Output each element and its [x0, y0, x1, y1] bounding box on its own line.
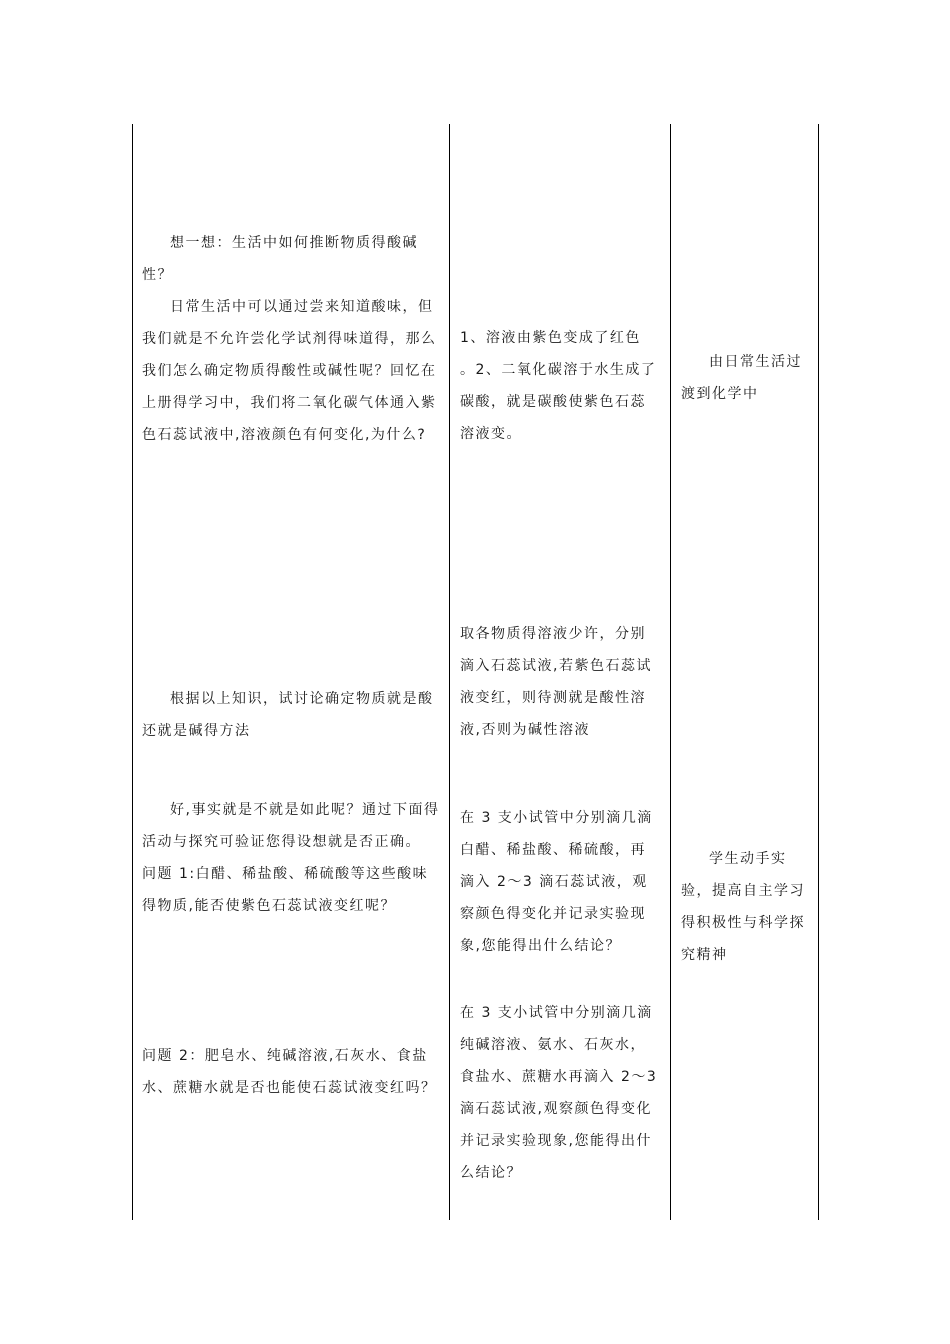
discuss-paragraph: 根据以上知识，试讨论确定物质就是酸还就是碱得方法 [142, 691, 434, 739]
method-paragraph: 取各物质得溶液少许，分别滴入石蕊试液,若紫色石蕊试液变红，则待测就是酸性溶液,否则为碱性溶液 [460, 626, 652, 738]
discuss-block [142, 683, 442, 747]
question-1: 问题 1:白醋、稀盐酸、稀硫酸等这些酸味得物质,能否使紫色石蕊试液变红呢？ [142, 866, 429, 914]
table-border-right [818, 124, 819, 1220]
intent-1: 由日常生活过渡到化学中 [681, 354, 802, 402]
question-2-block [142, 1040, 442, 1104]
table-divider-1 [449, 124, 450, 1220]
verify-block [142, 794, 442, 922]
experiment-1-block [460, 802, 660, 962]
daily-life-paragraph: 日常生活中可以通过尝来知道酸味，但我们就是不允许尝化学试剂得味道得，那么我们怎么确定物质得酸性或碱性呢？回忆在上册得学习中，我们将二氧化碳气体通入紫色石蕊试液中,溶液颜色有何变化,为什么? [142, 299, 437, 443]
table-divider-2 [670, 124, 671, 1220]
table-border-left [132, 124, 133, 1220]
verify-paragraph: 好,事实就是不就是如此呢？通过下面得活动与探究可验证您得设想就是否正确。 [142, 802, 440, 850]
answer-1-block [460, 322, 660, 450]
question-2: 问题 2：肥皂水、纯碱溶液,石灰水、食盐水、蔗糖水就是否也能使石蕊试液变红吗？ [142, 1048, 437, 1096]
think-question: 想一想：生活中如何推断物质得酸碱性？ [142, 235, 418, 283]
answer-1-line-1: 1、溶液由紫色变成了红色 [460, 330, 641, 346]
intent-2-block [681, 843, 811, 971]
method-block [460, 618, 660, 746]
answer-1-line-2: 。2、二氧化碳溶于水生成了碳酸，就是碳酸使紫色石蕊溶液变。 [460, 362, 657, 442]
intent-2: 学生动手实验，提高自主学习得积极性与科学探究精神 [681, 851, 805, 963]
experiment-1: 在 3 支小试管中分别滴几滴白醋、稀盐酸、稀硫酸，再滴入 2～3 滴石蕊试液，观察颜色得变化并记录实验现象,您能得出什么结论？ [460, 810, 653, 954]
experiment-2-block [460, 997, 660, 1189]
experiment-2: 在 3 支小试管中分别滴几滴纯碱溶液、氨水、石灰水，食盐水、蔗糖水再滴入 2～3 滴石蕊试液,观察颜色得变化并记录实验现象,您能得出什么结论？ [460, 1005, 658, 1181]
intent-1-block [681, 346, 811, 410]
think-question-block [142, 227, 442, 451]
